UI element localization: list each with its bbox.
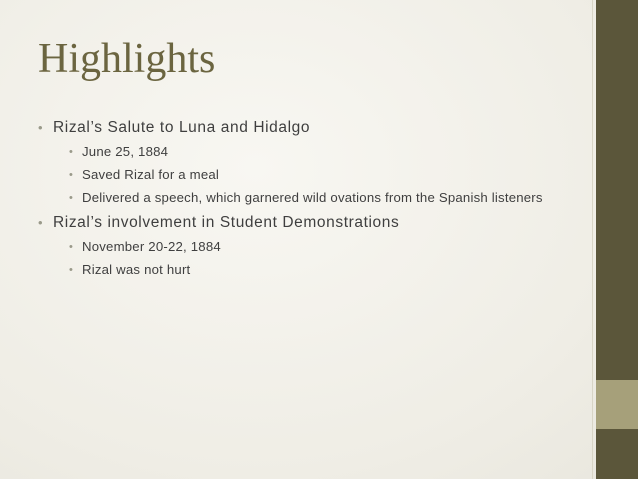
sidebar-bar-bottom <box>596 429 638 479</box>
sidebar-bar-top <box>596 0 638 380</box>
sub-bullet-list <box>53 238 558 279</box>
sub-bullet-item <box>53 261 558 279</box>
sub-bullet-item <box>53 143 558 161</box>
sub-bullet-item <box>53 238 558 256</box>
bullet-icon: • <box>69 146 74 158</box>
sub-bullet-text: Delivered a speech, which garnered wild ovations from the Spanish listeners <box>82 190 543 205</box>
bullet-icon: • <box>69 192 74 204</box>
bullet-icon: • <box>69 241 74 253</box>
bullet-item <box>38 118 558 207</box>
sub-bullet-text: Rizal was not hurt <box>82 262 191 277</box>
sub-bullet-text: Saved Rizal for a meal <box>82 167 220 182</box>
sub-bullet-text: November 20-22, 1884 <box>82 239 221 254</box>
sidebar-divider <box>592 0 593 479</box>
bullet-icon: • <box>69 264 74 276</box>
sidebar-bar-accent <box>596 380 638 429</box>
bullet-icon: • <box>38 120 44 135</box>
bullet-text: Rizal’s Salute to Luna and Hidalgo <box>53 119 311 136</box>
bullet-icon: • <box>38 215 44 230</box>
bullet-icon: • <box>69 169 74 181</box>
bullet-item <box>38 213 558 279</box>
sub-bullet-text: June 25, 1884 <box>82 144 169 159</box>
sub-bullet-item <box>53 166 558 184</box>
sub-bullet-list <box>53 143 558 207</box>
bullet-text: Rizal’s involvement in Student Demonstrations <box>53 214 400 231</box>
bullet-list <box>38 118 558 285</box>
slide-title: Highlights <box>38 36 216 82</box>
sub-bullet-item <box>53 189 558 207</box>
